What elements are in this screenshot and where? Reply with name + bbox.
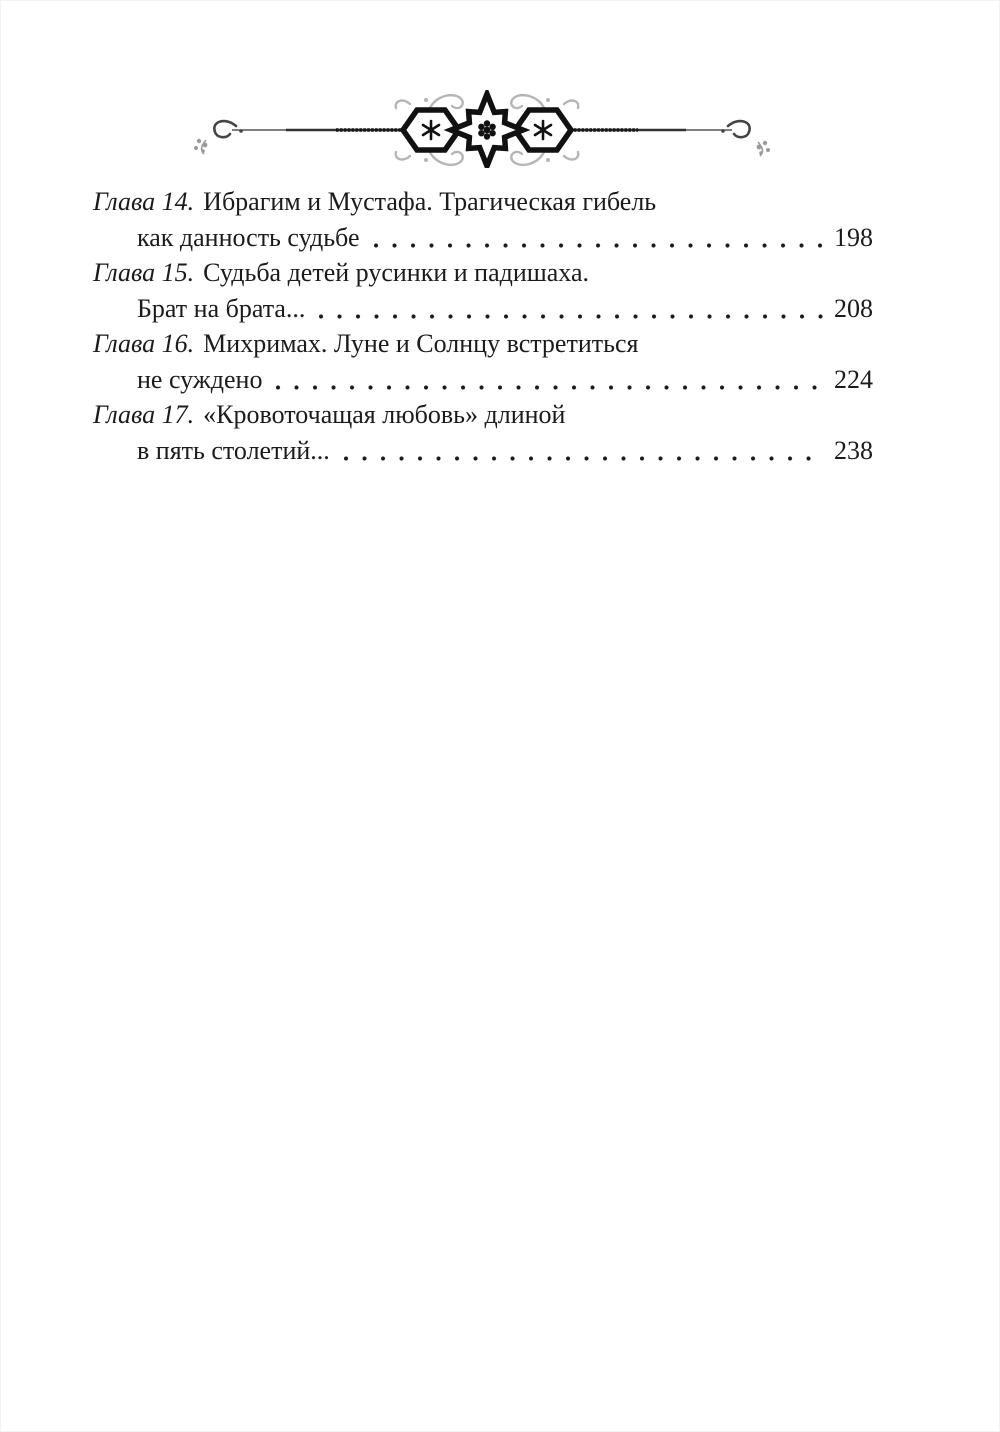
left-end-flourish-icon [194,121,243,154]
chapter-title-continuation: в пять столетий... [137,435,330,465]
toc-entry-continuation-line [93,362,873,398]
toc-entry-title-line [93,255,873,291]
chapter-title-continuation: как данность судьбе [137,222,360,252]
chapter-title-continuation: Брат на брата... [137,293,306,323]
dot-leader [374,242,824,249]
chapter-title: Ибрагим и Мустафа. Трагическая гибель [203,187,657,216]
chapter-label: Глава 15. [93,258,195,287]
table-of-contents [93,184,873,468]
chapter-title: Судьба детей русинки и падишаха. [203,258,590,287]
chapter-label: Глава 16. [93,329,195,358]
page-number: 224 [834,364,873,394]
chapter-label: Глава 14. [93,187,195,216]
ornamental-divider-icon [186,90,778,168]
chapter-title: Михримах. Луне и Солнцу встретиться [203,329,639,358]
toc-entry [93,397,873,468]
right-end-flourish-icon [721,121,770,156]
toc-entry-title-line [93,184,873,220]
toc-entry [93,255,873,326]
toc-entry [93,326,873,397]
chapter-title: «Кровоточащая любовь» длиной [203,400,566,429]
dot-leader [319,313,823,320]
chapter-label: Глава 17. [93,400,195,429]
toc-entry-title-line [93,397,873,433]
toc-entry-title-line [93,326,873,362]
dot-leader [276,384,823,391]
toc-entry [93,184,873,255]
dot-leader [344,455,823,462]
toc-entry-continuation-line [93,433,873,469]
page-number: 208 [834,293,873,323]
page-number: 238 [834,435,873,465]
toc-entry-continuation-line [93,220,873,256]
toc-entry-continuation-line [93,291,873,327]
page-number: 198 [834,222,873,252]
chapter-title-continuation: не суждено [137,364,263,394]
